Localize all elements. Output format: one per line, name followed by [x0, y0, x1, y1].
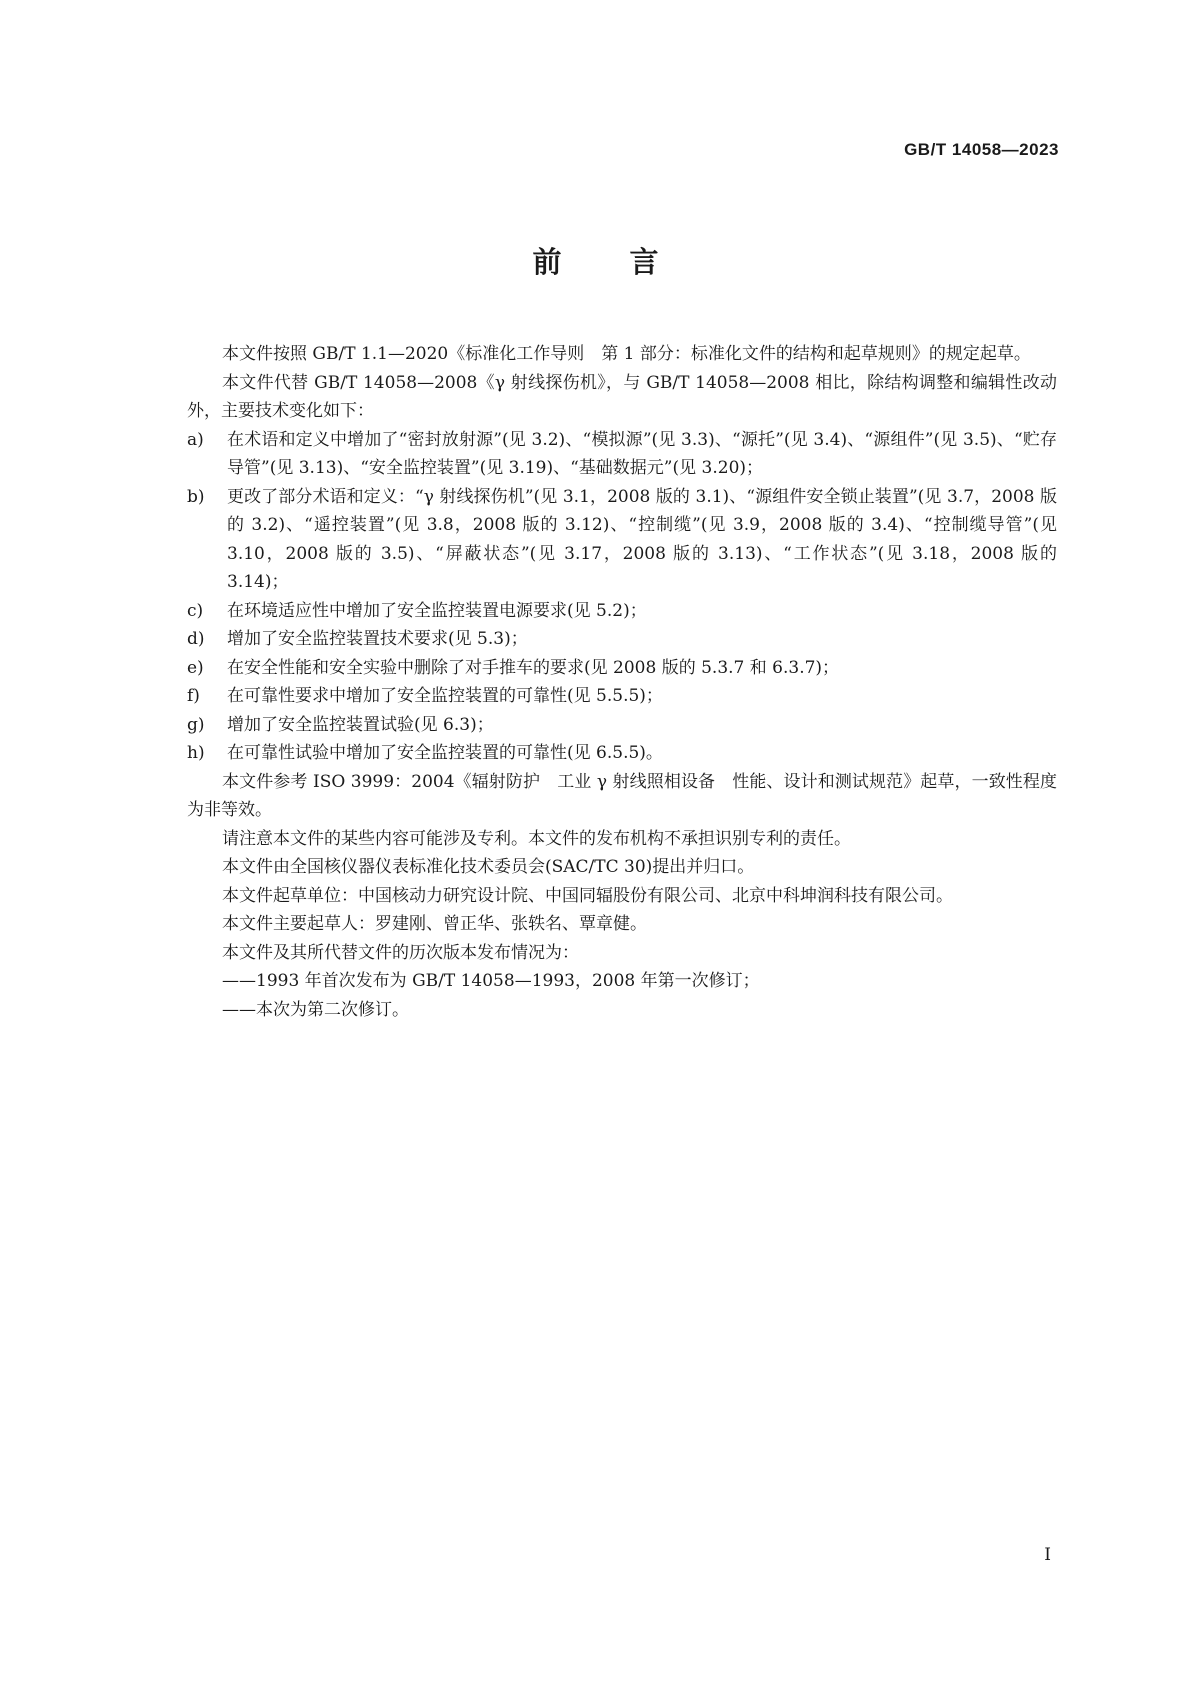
list-marker: d) — [187, 629, 205, 649]
list-item-text: 在可靠性要求中增加了安全监控装置的可靠性(见 5.5.5)； — [227, 686, 663, 706]
list-marker: e) — [187, 657, 204, 678]
list-item — [187, 625, 1057, 654]
list-item — [187, 682, 1057, 711]
list-marker: a) — [187, 429, 204, 450]
paragraph-drafting-units: 本文件起草单位：中国核动力研究设计院、中国同辐股份有限公司、北京中科坤润科技有限公司。 — [222, 885, 953, 906]
list-marker: f) — [187, 686, 200, 706]
list-item-text: 更改了部分术语和定义：“γ 射线探伤机”(见 3.1，2008 版的 3.1)、“源组件安全锁止装置”(见 3.7，2008 版的 3.2)、“遥控装置”(见 3.8，2008 版的 3.12)、“控制缆”(见 3.9，2008 版的 3.4)、“控制缆导管”(见 3.10，2008 版的 3.5)、“屏蔽状态”(见 3.17，2008 版的 3.13)、“工作状态”(见 3.18，2008 版的 3.14)； — [227, 486, 1057, 592]
list-item — [187, 483, 1057, 597]
list-marker: g) — [187, 714, 205, 735]
list-item-text: 增加了安全监控装置技术要求(见 5.3)； — [227, 629, 528, 649]
title-char-2: 言 — [629, 245, 659, 279]
history-item-second-revision: ——本次为第二次修订。 — [222, 999, 409, 1020]
list-item — [187, 654, 1057, 683]
paragraph-reference-standard: 本文件参考 ISO 3999：2004《辐射防护 工业 γ 射线照相设备 性能、设计和测试规范》起草，一致性程度为非等效。 — [187, 771, 1057, 820]
list-item — [187, 426, 1057, 483]
page-title — [0, 240, 1191, 281]
list-item-text: 增加了安全监控装置试验(见 6.3)； — [227, 714, 494, 735]
list-item-text: 在术语和定义中增加了“密封放射源”(见 3.2)、“模拟源”(见 3.3)、“源托”(见 3.4)、“源组件”(见 3.5)、“贮存导管”(见 3.13)、“安全监控装置”(见 3.19)、“基础数据元”(见 3.20)； — [227, 429, 1057, 478]
paragraph-proposer: 本文件由全国核仪器仪表标准化技术委员会(SAC/TC 30)提出并归口。 — [222, 857, 755, 877]
list-item-text: 在安全性能和安全实验中删除了对手推车的要求(见 2008 版的 5.3.7 和 6.3.7)； — [227, 657, 840, 678]
list-marker: h) — [187, 743, 205, 763]
document-body — [187, 340, 1057, 1024]
title-char-1: 前 — [532, 245, 562, 279]
list-item — [187, 711, 1057, 740]
list-item-text: 在环境适应性中增加了安全监控装置电源要求(见 5.2)； — [227, 600, 647, 621]
list-item — [187, 739, 1057, 768]
list-marker: c) — [187, 600, 204, 621]
paragraph-patent-notice: 请注意本文件的某些内容可能涉及专利。本文件的发布机构不承担识别专利的责任。 — [222, 828, 851, 849]
paragraph-version-history: 本文件及其所代替文件的历次版本发布情况为： — [222, 942, 579, 963]
list-item-text: 在可靠性试验中增加了安全监控装置的可靠性(见 6.5.5)。 — [227, 743, 663, 763]
paragraph-drafting-rules: 本文件按照 GB/T 1.1—2020《标准化工作导则 第 1 部分：标准化文件的结构和起草规则》的规定起草。 — [222, 344, 1031, 364]
page-number: I — [1044, 1545, 1051, 1565]
changes-list — [187, 426, 1057, 768]
paragraph-replacement: 本文件代替 GB/T 14058—2008《γ 射线探伤机》，与 GB/T 14058—2008 相比，除结构调整和编辑性改动外，主要技术变化如下： — [187, 372, 1057, 421]
list-item — [187, 597, 1057, 626]
paragraph-drafters: 本文件主要起草人：罗建刚、曾正华、张轶名、覃章健。 — [222, 914, 647, 934]
document-number: GB/T 14058—2023 — [904, 140, 1059, 159]
list-marker: b) — [187, 486, 205, 507]
history-item-first-release: ——1993 年首次发布为 GB/T 14058—1993，2008 年第一次修订； — [222, 971, 760, 991]
